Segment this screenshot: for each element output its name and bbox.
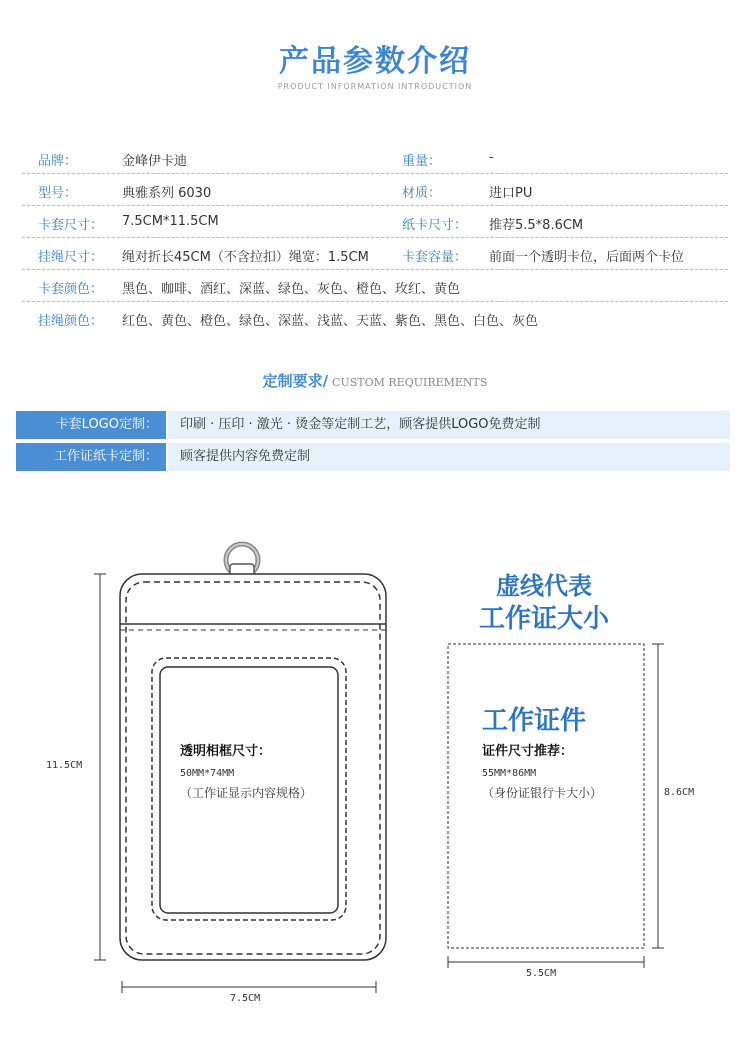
- spec-value: 推荐5.5*8.6CM: [489, 218, 584, 233]
- spec-value: 红色、黄色、橙色、绿色、深蓝、浅蓝、天蓝、紫色、黑色、白色、灰色: [122, 314, 539, 329]
- card-rec-note: （身份证银行卡大小）: [482, 786, 603, 800]
- custom-title-en: CUSTOM REQUIREMENTS: [332, 376, 488, 389]
- spec-label: 品牌：: [38, 154, 78, 169]
- spec-row-brand: [22, 142, 728, 174]
- custom-row-card: [16, 443, 730, 471]
- spec-label: 型号：: [38, 186, 78, 201]
- spec-value: 进口PU: [489, 186, 533, 201]
- card-title: 工作证件: [482, 706, 587, 736]
- spec-value: 7.5CM*11.5CM: [122, 214, 219, 229]
- page-subtitle: PRODUCT INFORMATION INTRODUCTION: [277, 82, 473, 91]
- spec-row-lanyard-size: [22, 238, 728, 270]
- spec-value: 黑色、咖啡、酒红、深蓝、绿色、灰色、橙色、玫红、黄色: [122, 282, 461, 297]
- spec-value: -: [489, 150, 494, 165]
- spec-label: 材质：: [402, 186, 442, 201]
- custom-value: 顾客提供内容免费定制: [168, 443, 730, 471]
- spec-row-model: [22, 174, 728, 206]
- custom-row-logo: [16, 411, 730, 439]
- spec-label: 挂绳颜色：: [38, 314, 104, 329]
- spec-row-holder-colors: [22, 270, 728, 302]
- custom-title-cn: 定制要求/: [262, 372, 329, 390]
- card-rec-title: 证件尺寸推荐：: [482, 744, 574, 759]
- frame-size: 50MM*74MM: [180, 768, 235, 779]
- frame-note: （工作证显示内容规格）: [180, 786, 313, 800]
- spec-label: 纸卡尺寸：: [402, 218, 468, 233]
- spec-label: 卡套容量：: [402, 250, 468, 265]
- spec-label: 挂绳尺寸：: [38, 250, 104, 265]
- card-height-label: 8.6CM: [664, 787, 695, 798]
- holder-width-label: 7.5CM: [230, 993, 261, 1004]
- dashed-note-line2: 工作证大小: [478, 604, 609, 634]
- spec-row-lanyard-colors: [22, 302, 728, 334]
- spec-label: 卡套颜色：: [38, 282, 104, 297]
- spec-label: 重量：: [402, 154, 442, 169]
- spec-row-holder-size: [22, 206, 728, 238]
- page-title: 产品参数介绍: [279, 44, 471, 79]
- custom-label: 工作证纸卡定制：: [16, 443, 166, 471]
- card-rec-size: 55MM*86MM: [482, 768, 537, 779]
- spec-value: 前面一个透明卡位，后面两个卡位: [489, 250, 685, 265]
- custom-value: 印刷 · 压印 · 激光 · 烫金等定制工艺，顾客提供LOGO免费定制: [168, 411, 730, 439]
- dashed-note-line1: 虚线代表: [496, 572, 592, 600]
- holder-height-label: 11.5CM: [46, 760, 83, 771]
- spec-value: 绳对折长45CM（不含拉扣）绳宽：1.5CM: [122, 250, 369, 265]
- spec-value: 金峰伊卡迪: [122, 154, 188, 169]
- custom-section-title: [0, 370, 750, 391]
- spec-label: 卡套尺寸：: [38, 218, 104, 233]
- card-width-label: 5.5CM: [526, 968, 557, 979]
- spec-value: 典雅系列 6030: [122, 186, 212, 201]
- frame-title: 透明相框尺寸：: [180, 744, 272, 759]
- custom-label: 卡套LOGO定制：: [16, 411, 166, 439]
